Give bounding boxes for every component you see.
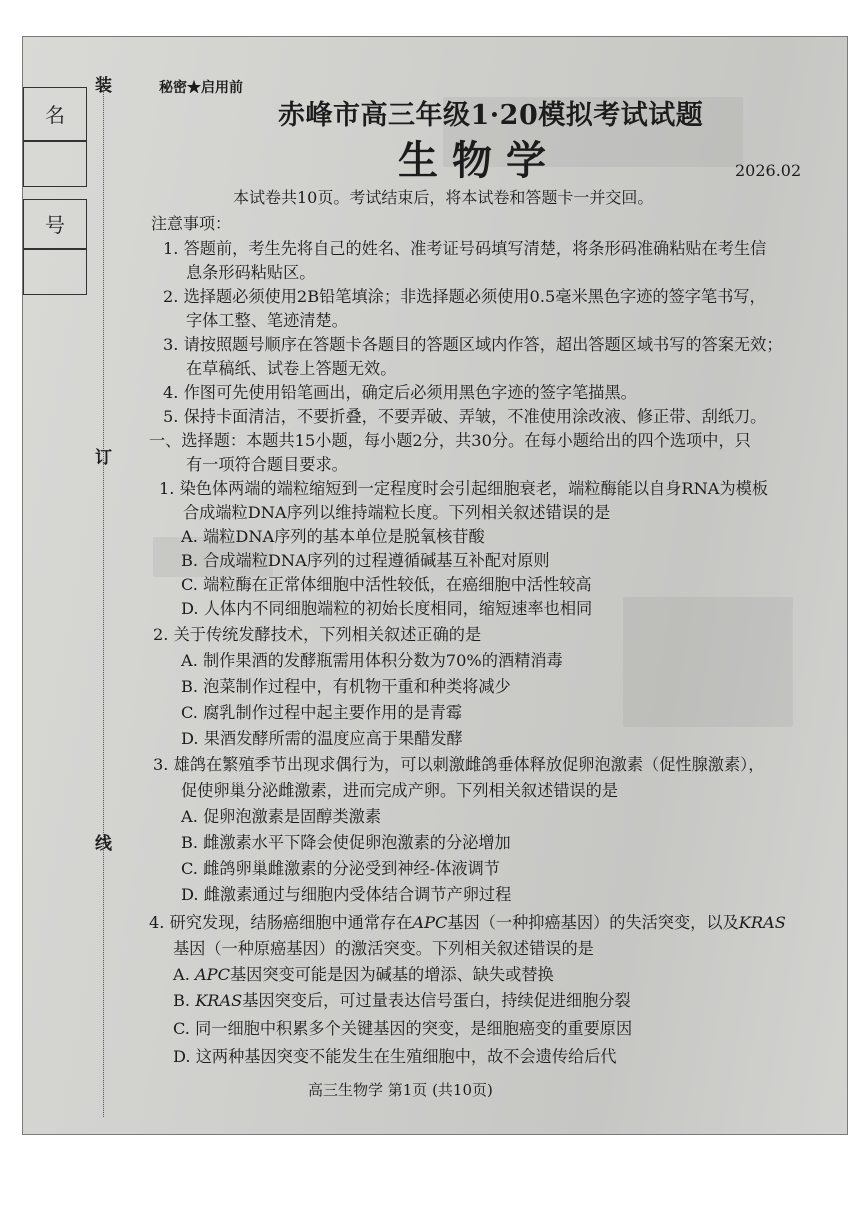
exam-intro: 本试卷共10页。考试结束后，将本试卷和答题卡一并交回。 xyxy=(233,188,654,207)
binding-char-xian: 线 xyxy=(95,834,112,854)
q4-option-b xyxy=(173,987,631,1011)
notes-heading: 注意事项： xyxy=(151,214,232,233)
q1-option-d: D. 人体内不同细胞端粒的初始长度相同，缩短速率也相同 xyxy=(181,599,593,618)
q3-option-b: B. 雌激素水平下降会使促卵泡激素的分泌增加 xyxy=(181,833,511,852)
note-item: 3. 请按照题号顺序在答题卡各题目的答题区域内作答，超出答题区域书写的答案无效； xyxy=(163,335,783,354)
note-item: 4. 作图可先使用铅笔画出，确定后必须用黑色字迹的签字笔描黑。 xyxy=(163,383,637,402)
option-text: 基因突变后，可过量表达信号蛋白，持续促进细胞分裂 xyxy=(242,991,631,1010)
bleed-through xyxy=(623,597,793,727)
q1-stem-cont: 合成端粒DNA序列以维持端粒长度。下列相关叙述错误的是 xyxy=(183,503,611,522)
q2-stem: 2. 关于传统发酵技术，下列相关叙述正确的是 xyxy=(153,625,482,644)
gene-kras: KRAS xyxy=(738,913,786,932)
q4-option-a xyxy=(173,961,554,985)
q3-option-d: D. 雌激素通过与细胞内受体结合调节产卵过程 xyxy=(181,885,512,904)
option-prefix: B. xyxy=(173,991,196,1010)
gene-kras: KRAS xyxy=(195,991,243,1010)
option-prefix: A. xyxy=(173,965,195,984)
note-item: 息条形码粘贴区。 xyxy=(186,263,316,282)
q1-option-b: B. 合成端粒DNA序列的过程遵循碱基互补配对原则 xyxy=(181,551,550,570)
q2-option-c: C. 腐乳制作过程中起主要作用的是青霉 xyxy=(181,703,463,722)
section-heading-cont: 有一项符合题目要求。 xyxy=(186,455,348,474)
q2-option-a: A. 制作果酒的发酵瓶需用体积分数为70%的酒精消毒 xyxy=(181,651,563,670)
name-label-cell xyxy=(23,87,87,141)
q2-option-b: B. 泡菜制作过程中，有机物干重和种类将减少 xyxy=(181,677,511,696)
binding-line xyxy=(103,77,104,1117)
note-item: 字体工整、笔迹清楚。 xyxy=(186,311,348,330)
name-label: 名 xyxy=(45,103,65,127)
exam-date: 2026.02 xyxy=(735,161,802,180)
exam-title: 赤峰市高三年级1·20模拟考试试题 xyxy=(278,100,704,131)
q3-option-c: C. 雌鸽卵巢雌激素的分泌受到神经-体液调节 xyxy=(181,859,500,878)
q1-option-a: A. 端粒DNA序列的基本单位是脱氧核苷酸 xyxy=(181,527,485,546)
exam-page xyxy=(22,36,848,1135)
q4-stem xyxy=(149,909,786,933)
q3-stem-cont: 促使卵巢分泌雌激素，进而完成产卵。下列相关叙述错误的是 xyxy=(181,781,619,800)
q4-option-c: C. 同一细胞中积累多个关键基因的突变，是细胞癌变的重要原因 xyxy=(173,1019,633,1038)
q4-stem-part: 基因（一种抑癌基因）的失活突变，以及 xyxy=(447,913,739,932)
q3-option-a: A. 促卵泡激素是固醇类激素 xyxy=(181,807,382,826)
note-item: 在草稿纸、试卷上答题无效。 xyxy=(186,359,397,378)
binding-char-zhuang: 装 xyxy=(95,76,112,96)
q4-stem-part: 4. 研究发现，结肠癌细胞中通常存在 xyxy=(149,913,413,932)
q1-stem: 1. 染色体两端的端粒缩短到一定程度时会引起细胞衰老，端粒酶能以自身RNA为模板 xyxy=(159,479,769,498)
note-item: 2. 选择题必须使用2B铅笔填涂；非选择题必须使用0.5毫米黑色字迹的签字笔书写， xyxy=(163,287,766,306)
gene-apc: APC xyxy=(412,913,448,932)
q4-option-d: D. 这两种基因突变不能发生在生殖细胞中，故不会遗传给后代 xyxy=(173,1047,617,1066)
page-footer: 高三生物学 第1页 (共10页) xyxy=(308,1081,493,1099)
number-label: 号 xyxy=(45,213,65,237)
gene-apc: APC xyxy=(194,965,230,984)
confidential-label: 秘密★启用前 xyxy=(159,80,243,96)
number-label-cell xyxy=(23,199,87,249)
q3-stem: 3. 雄鸽在繁殖季节出现求偶行为，可以刺激雌鸽垂体释放促卵泡激素（促性腺激素）， xyxy=(153,755,765,774)
subject-title: 生物学 xyxy=(398,137,560,184)
q4-stem-cont: 基因（一种原癌基因）的激活突变。下列相关叙述错误的是 xyxy=(173,939,594,958)
section-heading: 一、选择题：本题共15小题，每小题2分，共30分。在每小题给出的四个选项中，只 xyxy=(149,431,751,450)
q2-option-d: D. 果酒发酵所需的温度应高于果醋发酵 xyxy=(181,729,463,748)
option-text: 基因突变可能是因为碱基的增添、缺失或替换 xyxy=(229,965,554,984)
name-input-cell[interactable] xyxy=(23,141,87,187)
note-item: 1. 答题前，考生先将自己的姓名、准考证号码填写清楚，将条形码准确粘贴在考生信 xyxy=(163,239,767,258)
q1-option-c: C. 端粒酶在正常体细胞中活性较低，在癌细胞中活性较高 xyxy=(181,575,592,594)
note-item: 5. 保持卡面清洁，不要折叠，不要弄破、弄皱，不准使用涂改液、修正带、刮纸刀。 xyxy=(163,407,767,426)
number-input-cell[interactable] xyxy=(23,249,87,295)
binding-char-ding: 订 xyxy=(95,448,112,468)
